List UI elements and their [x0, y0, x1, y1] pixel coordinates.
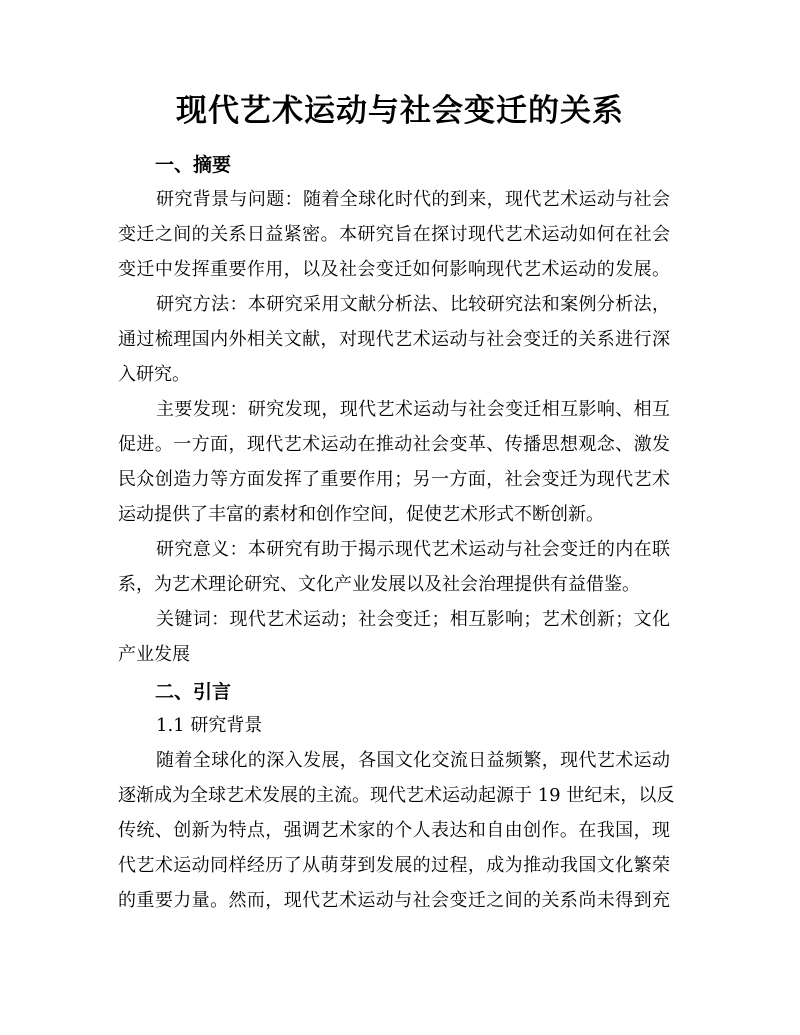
abstract-background-line-2: 变迁之间的关系日益紧密。本研究旨在探讨现代艺术运动如何在社会 [118, 224, 670, 245]
abstract-findings-line-3: 民众创造力等方面发挥了重要作用；另一方面，社会变迁为现代艺术 [118, 469, 670, 490]
abstract-keywords-line-1: 关键词：现代艺术运动；社会变迁；相互影响；艺术创新；文化 [156, 609, 670, 630]
section-heading-abstract: 一、摘要 [155, 154, 232, 176]
abstract-findings-line-4: 运动提供了丰富的素材和创作空间，促使艺术形式不断创新。 [118, 504, 604, 525]
intro-paragraph-line-5: 的重要力量。然而，现代艺术运动与社会变迁之间的关系尚未得到充 [118, 890, 670, 911]
abstract-significance-line-2: 系，为艺术理论研究、文化产业发展以及社会治理提供有益借鉴。 [118, 574, 640, 595]
subsection-heading-background: 1.1 研究背景 [156, 715, 263, 736]
abstract-method-line-1: 研究方法：本研究采用文献分析法、比较研究法和案例分析法， [156, 294, 670, 315]
document-title: 现代艺术运动与社会变迁的关系 [176, 93, 624, 129]
intro-paragraph-line-2: 逐渐成为全球艺术发展的主流。现代艺术运动起源于 19 世纪末，以反 [118, 785, 675, 806]
abstract-significance-line-1: 研究意义：本研究有助于揭示现代艺术运动与社会变迁的内在联 [156, 539, 670, 560]
section-heading-introduction: 二、引言 [155, 681, 232, 703]
intro-paragraph-line-4: 代艺术运动同样经历了从萌芽到发展的过程，成为推动我国文化繁荣 [118, 855, 670, 876]
intro-paragraph-line-1: 随着全球化的深入发展，各国文化交流日益频繁，现代艺术运动 [156, 750, 670, 771]
abstract-method-line-2: 通过梳理国内外相关文献，对现代艺术运动与社会变迁的关系进行深 [118, 329, 670, 350]
abstract-method-line-3: 入研究。 [118, 364, 190, 385]
abstract-keywords-line-2: 产业发展 [118, 644, 190, 665]
abstract-background-line-3: 变迁中发挥重要作用，以及社会变迁如何影响现代艺术运动的发展。 [118, 259, 670, 280]
intro-paragraph-line-3: 传统、创新为特点，强调艺术家的个人表达和自由创作。在我国，现 [118, 820, 670, 841]
abstract-findings-line-2: 促进。一方面，现代艺术运动在推动社会变革、传播思想观念、激发 [118, 434, 670, 455]
abstract-findings-line-1: 主要发现：研究发现，现代艺术运动与社会变迁相互影响、相互 [156, 399, 670, 420]
abstract-background-line-1: 研究背景与问题：随着全球化时代的到来，现代艺术运动与社会 [156, 189, 670, 210]
